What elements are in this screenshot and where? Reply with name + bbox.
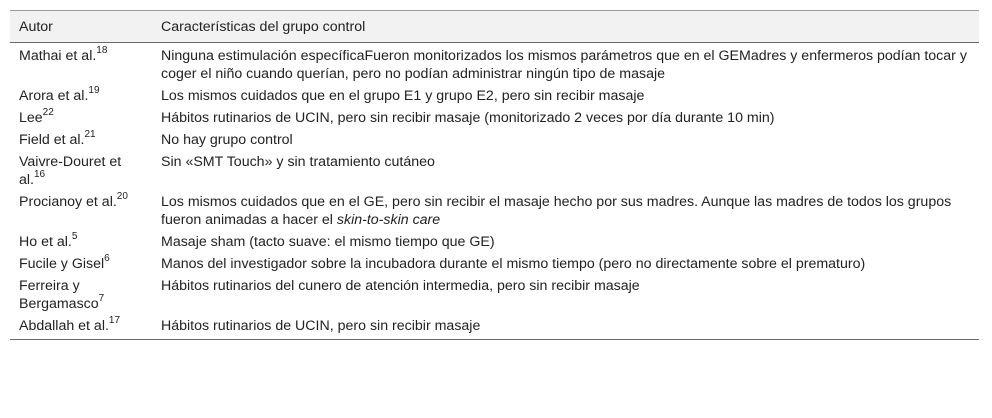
- author-name: Mathai et al.: [19, 48, 97, 64]
- table-row: [10, 231, 979, 253]
- description-cell: [152, 129, 979, 151]
- author-cell: [10, 253, 152, 275]
- description-text: Hábitos rutinarios de UCIN, pero sin recibir masaje: [161, 318, 481, 334]
- header-author: Autor: [10, 11, 152, 43]
- reference-number: 6: [104, 253, 110, 265]
- author-name: Fucile y Gisel: [19, 256, 105, 272]
- description-cell: [152, 315, 979, 340]
- author-name: Lee: [19, 110, 43, 126]
- description-cell: [152, 275, 979, 315]
- table-row: [10, 275, 979, 315]
- table-row: [10, 315, 979, 340]
- description-cell: [152, 43, 979, 86]
- author-name: Ho et al.: [19, 234, 72, 250]
- author-cell: [10, 43, 152, 86]
- author-cell: [10, 129, 152, 151]
- description-text: Hábitos rutinarios de UCIN, pero sin recibir masaje (monitorizado 2 veces por día durante 10 min): [161, 110, 775, 126]
- description-cell: [152, 231, 979, 253]
- control-group-table: [10, 10, 979, 340]
- description-text: Ninguna estimulación específicaFueron monitorizados los mismos parámetros que en el GEMadres y enfermeros podían tocar y coger el niño cuando querían, pero no podían administrar ningún tipo de masaje: [161, 48, 967, 82]
- description-cell: [152, 253, 979, 275]
- table-row: [10, 43, 979, 86]
- reference-number: 17: [108, 315, 121, 327]
- author-name: Ferreira y Bergamasco: [19, 278, 99, 312]
- table-header-row: [10, 11, 979, 43]
- table-row: [10, 129, 979, 151]
- italic-term: skin-to-skin care: [336, 212, 441, 228]
- reference-number: 21: [84, 129, 96, 141]
- description-text: No hay grupo control: [161, 132, 293, 148]
- table-container: [10, 10, 979, 340]
- author-name: Vaivre-Douret et al.: [19, 154, 122, 188]
- table-row: [10, 253, 979, 275]
- reference-number: 22: [42, 107, 54, 119]
- author-name: Abdallah et al.: [19, 318, 109, 334]
- table-row: [10, 191, 979, 231]
- description-text: Los mismos cuidados que en el GE, pero sin recibir el masaje hecho por sus madres. Aunque las madres de todos los grupos fueron animadas a hacer el: [161, 194, 952, 228]
- author-cell: [10, 231, 152, 253]
- author-cell: [10, 191, 152, 231]
- table-row: [10, 85, 979, 107]
- reference-number: 16: [33, 169, 46, 181]
- description-cell: [152, 191, 979, 231]
- description-cell: [152, 107, 979, 129]
- reference-number: 5: [71, 231, 78, 243]
- author-name: Procianoy et al.: [19, 194, 117, 210]
- description-text: Manos del investigador sobre la incubadora durante el mismo tiempo (pero no directamente sobre el prematuro): [161, 256, 866, 272]
- description-cell: [152, 85, 979, 107]
- reference-number: 7: [98, 293, 105, 305]
- description-text: Sin «SMT Touch» y sin tratamiento cutáneo: [161, 154, 435, 170]
- reference-number: 19: [88, 85, 100, 97]
- reference-number: 20: [116, 191, 128, 203]
- description-text: Masaje sham (tacto suave: el mismo tiempo que GE): [161, 234, 495, 250]
- author-cell: [10, 107, 152, 129]
- description-text: Los mismos cuidados que en el grupo E1 y grupo E2, pero sin recibir masaje: [161, 88, 645, 104]
- table-row: [10, 151, 979, 191]
- reference-number: 18: [96, 45, 108, 57]
- author-cell: [10, 315, 152, 340]
- description-cell: [152, 151, 979, 191]
- author-name: Field et al.: [19, 132, 85, 148]
- table-row: [10, 107, 979, 129]
- header-characteristics: Características del grupo control: [152, 11, 979, 43]
- author-name: Arora et al.: [19, 88, 89, 104]
- author-cell: [10, 151, 152, 191]
- author-cell: [10, 85, 152, 107]
- author-cell: [10, 275, 152, 315]
- description-text: Hábitos rutinarios del cunero de atención intermedia, pero sin recibir masaje: [161, 278, 640, 294]
